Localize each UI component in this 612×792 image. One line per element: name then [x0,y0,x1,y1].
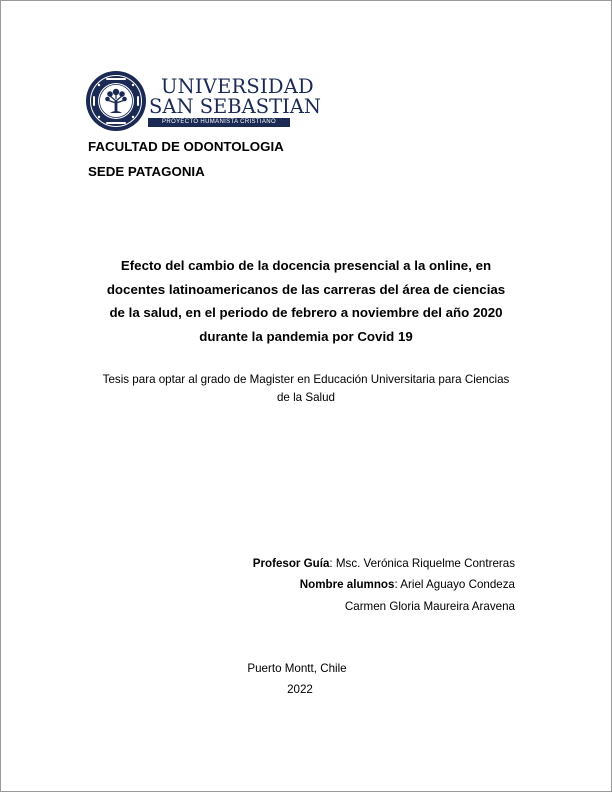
student-name-2: Carmen Gloria Maureira Aravena [344,600,515,613]
thesis-title-line: durante la pandemia por Covid 19 [199,328,413,344]
student-name-1: : Ariel Aguayo Condeza [394,578,515,591]
year: 2022 [287,683,313,696]
university-logo [85,70,321,132]
campus-heading: SEDE PATAGONIA [88,164,205,179]
thesis-title-line: Efecto del cambio de la docencia presencial a la online, en [120,258,492,273]
students-credit [300,578,515,592]
thesis-title-line: docentes latinoamericanos de las carreras del área de ciencias [106,281,506,297]
degree-statement-line: Tesis para optar al grado de Magister en Educación Universitaria para Ciencias [102,373,510,386]
thesis-title [80,254,532,348]
logo-tagline: PROYECTO HUMANISTA CRISTIANO [162,119,276,125]
logo-name-line-2: SAN SEBASTIAN [149,95,321,118]
students-label: Nombre alumnos [299,578,395,591]
advisor-label: Profesor Guía [252,557,330,570]
degree-statement-line: de la Salud [276,390,335,404]
advisor-name: : Msc. Verónica Riquelme Contreras [329,557,515,570]
logo-name-line-1: UNIVERSIDAD [161,75,314,98]
thesis-title-line: de la salud, en el periodo de febrero a noviembre del año 2020 [109,305,503,320]
advisor-credit [253,557,515,571]
university-seal-tree-icon [85,70,147,132]
degree-statement [70,371,542,406]
place: Puerto Montt, Chile [247,662,347,675]
faculty-heading: FACULTAD DE ODONTOLOGIA [88,139,284,154]
